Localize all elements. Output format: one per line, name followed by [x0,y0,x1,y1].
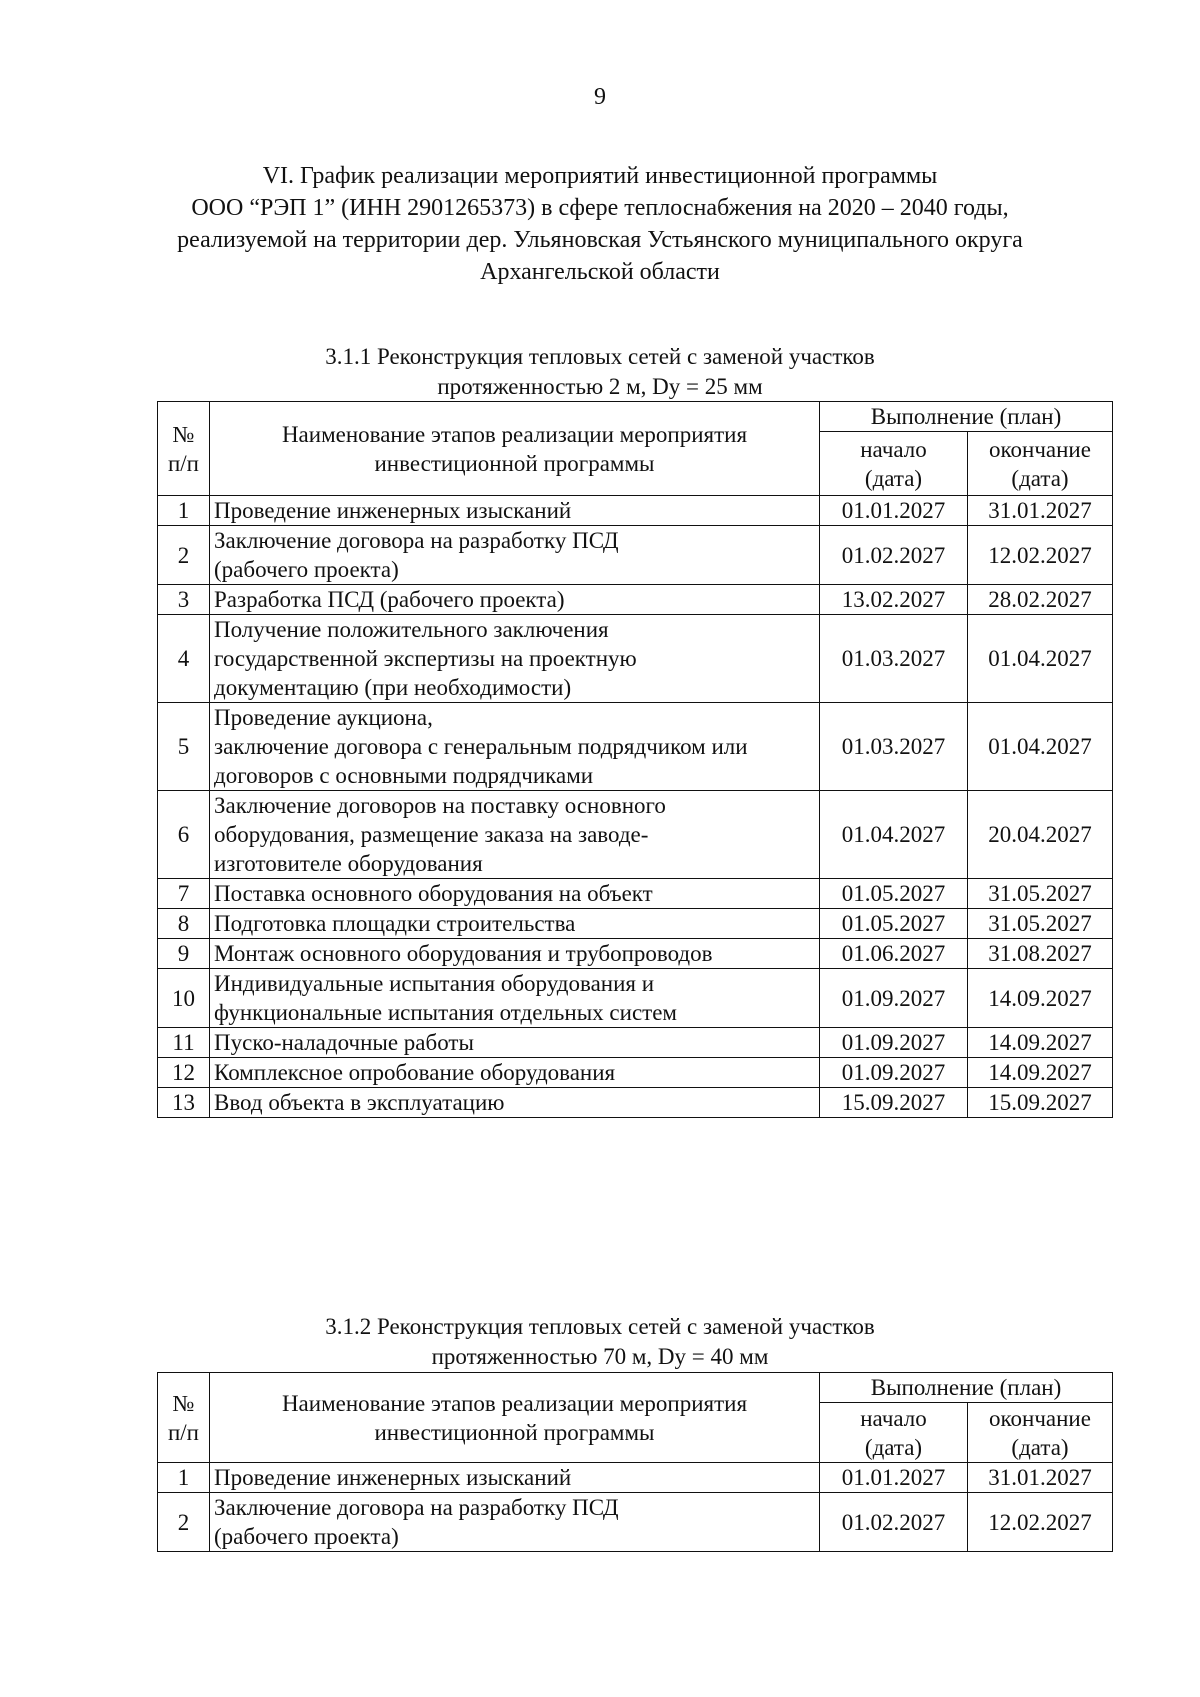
table-row [158,969,1113,1028]
start-date: 01.03.2027 [820,703,968,791]
stage-name-line: государственной экспертизы на проектную [214,646,637,671]
schedule-table-3-1-2 [157,1372,1113,1552]
end-date: 12.02.2027 [968,526,1113,585]
end-date: 28.02.2027 [968,585,1113,615]
title-line: VI. График реализации мероприятий инвестиционной программы [262,163,938,189]
end-date: 12.02.2027 [968,1493,1113,1552]
header-num-line: п/п [167,1419,199,1445]
stage-name [210,1028,820,1058]
row-number: 2 [158,1493,210,1552]
row-number: 7 [158,879,210,909]
start-date: 01.09.2027 [820,969,968,1028]
end-date: 31.08.2027 [968,939,1113,969]
table-row [158,1028,1113,1058]
table-row [158,1463,1113,1493]
row-number: 12 [158,1058,210,1088]
header-start [820,432,968,496]
header-num-line: № [172,1390,195,1416]
stage-name-line: Проведение инженерных изысканий [214,498,572,523]
header-end [968,1403,1113,1463]
header-execution: Выполнение (план) [820,402,1113,432]
stage-name [210,791,820,879]
section-title-line: протяженностью 2 м, Dy = 25 мм [437,374,763,399]
stage-name-line: Ввод объекта в эксплуатацию [214,1090,505,1115]
start-date: 01.04.2027 [820,791,968,879]
end-date: 14.09.2027 [968,1058,1113,1088]
title-line: реализуемой на территории дер. Ульяновская Устьянского муниципального округа [177,227,1023,253]
section-title-line: 3.1.2 Реконструкция тепловых сетей с заменой участков [325,1314,875,1339]
row-number: 2 [158,526,210,585]
header-name-line: инвестиционной программы [374,450,655,476]
stage-name-line: Индивидуальные испытания оборудования и [214,971,655,996]
stage-name-line: Поставка основного оборудования на объект [214,881,653,906]
stage-name [210,969,820,1028]
header-name [210,1373,820,1463]
header-start-line: начало [860,1405,927,1431]
stage-name [210,879,820,909]
end-date: 14.09.2027 [968,969,1113,1028]
stage-name-line: Заключение договоров на поставку основного [214,793,666,818]
end-date: 31.05.2027 [968,909,1113,939]
end-date: 31.01.2027 [968,496,1113,526]
stage-name [210,703,820,791]
schedule-table-3-1-1 [157,401,1113,1118]
table-body [158,1463,1113,1552]
stage-name-line: функциональные испытания отдельных систем [214,1000,677,1025]
header-end-line: окончание [989,1405,1091,1431]
start-date: 01.01.2027 [820,496,968,526]
end-date: 01.04.2027 [968,703,1113,791]
header-num [158,402,210,496]
stage-name-line: Проведение аукциона, [214,705,433,730]
header-start-line: начало [860,436,927,462]
stage-name-line: изготовителе оборудования [214,851,483,876]
stage-name-line: Подготовка площадки строительства [214,911,576,936]
table-row [158,585,1113,615]
section-title-line: протяженностью 70 м, Dy = 40 мм [431,1344,769,1369]
stage-name [210,1463,820,1493]
stage-name [210,585,820,615]
stage-name-line: договоров с основными подрядчиками [214,763,594,788]
end-date: 20.04.2027 [968,791,1113,879]
stage-name [210,1088,820,1118]
row-number: 4 [158,615,210,703]
row-number: 13 [158,1088,210,1118]
title-line: Архангельской области [480,259,720,285]
stage-name [210,1493,820,1552]
header-num-line: № [172,421,195,447]
stage-name-line: Получение положительного заключения [214,617,609,642]
row-number: 11 [158,1028,210,1058]
section-title-line: 3.1.1 Реконструкция тепловых сетей с заменой участков [325,344,875,369]
end-date: 31.05.2027 [968,879,1113,909]
stage-name-line: Монтаж основного оборудования и трубопроводов [214,941,713,966]
section-title-3-1-2 [0,1312,1200,1372]
header-start [820,1403,968,1463]
stage-name-line: Пуско-наладочные работы [214,1030,474,1055]
stage-name-line: Разработка ПСД (рабочего проекта) [214,587,565,612]
table-row [158,615,1113,703]
stage-name-line: оборудования, размещение заказа на заводе- [214,822,649,847]
row-number: 6 [158,791,210,879]
start-date: 01.02.2027 [820,526,968,585]
row-number: 3 [158,585,210,615]
header-name-line: Наименование этапов реализации мероприятия [281,1390,748,1416]
header-execution: Выполнение (план) [820,1373,1113,1403]
stage-name [210,615,820,703]
row-number: 8 [158,909,210,939]
row-number: 9 [158,939,210,969]
table-row [158,1088,1113,1118]
start-date: 01.02.2027 [820,1493,968,1552]
table-row [158,1058,1113,1088]
title-line: ООО “РЭП 1” (ИНН 2901265373) в сфере теплоснабжения на 2020 – 2040 годы, [191,195,1009,221]
start-date: 01.06.2027 [820,939,968,969]
stage-name-line: документацию (при необходимости) [214,675,572,700]
stage-name [210,526,820,585]
document-title [120,160,1080,288]
header-num [158,1373,210,1463]
stage-name [210,1058,820,1088]
end-date: 31.01.2027 [968,1463,1113,1493]
table-row [158,879,1113,909]
end-date: 15.09.2027 [968,1088,1113,1118]
header-name [210,402,820,496]
table-row [158,909,1113,939]
table-row [158,496,1113,526]
row-number: 5 [158,703,210,791]
start-date: 01.09.2027 [820,1058,968,1088]
table-row [158,939,1113,969]
header-start-line: (дата) [864,465,923,491]
stage-name-line: Комплексное опробование оборудования [214,1060,616,1085]
table-row [158,791,1113,879]
end-date: 01.04.2027 [968,615,1113,703]
section-title-3-1-1 [0,342,1200,402]
start-date: 01.03.2027 [820,615,968,703]
header-end-line: (дата) [1011,1434,1069,1460]
start-date: 01.05.2027 [820,909,968,939]
start-date: 01.01.2027 [820,1463,968,1493]
header-end-line: окончание [989,436,1091,462]
stage-name-line: заключение договора с генеральным подрядчиком или [214,734,748,759]
stage-name [210,496,820,526]
start-date: 01.09.2027 [820,1028,968,1058]
table-row [158,526,1113,585]
table-row [158,1493,1113,1552]
stage-name [210,939,820,969]
header-num-line: п/п [167,450,199,476]
stage-name [210,909,820,939]
header-name-line: Наименование этапов реализации мероприятия [281,421,748,447]
start-date: 15.09.2027 [820,1088,968,1118]
table-row [158,703,1113,791]
stage-name-line: Заключение договора на разработку ПСД [214,528,619,553]
end-date: 14.09.2027 [968,1028,1113,1058]
header-end-line: (дата) [1011,465,1069,491]
stage-name-line: (рабочего проекта) [214,1524,399,1549]
start-date: 13.02.2027 [820,585,968,615]
stage-name-line: (рабочего проекта) [214,557,399,582]
row-number: 1 [158,1463,210,1493]
page-number: 9 [594,84,606,110]
row-number: 1 [158,496,210,526]
row-number: 10 [158,969,210,1028]
header-end [968,432,1113,496]
stage-name-line: Заключение договора на разработку ПСД [214,1495,619,1520]
table-body [158,496,1113,1118]
stage-name-line: Проведение инженерных изысканий [214,1465,572,1490]
header-name-line: инвестиционной программы [374,1419,655,1445]
header-start-line: (дата) [864,1434,923,1460]
start-date: 01.05.2027 [820,879,968,909]
